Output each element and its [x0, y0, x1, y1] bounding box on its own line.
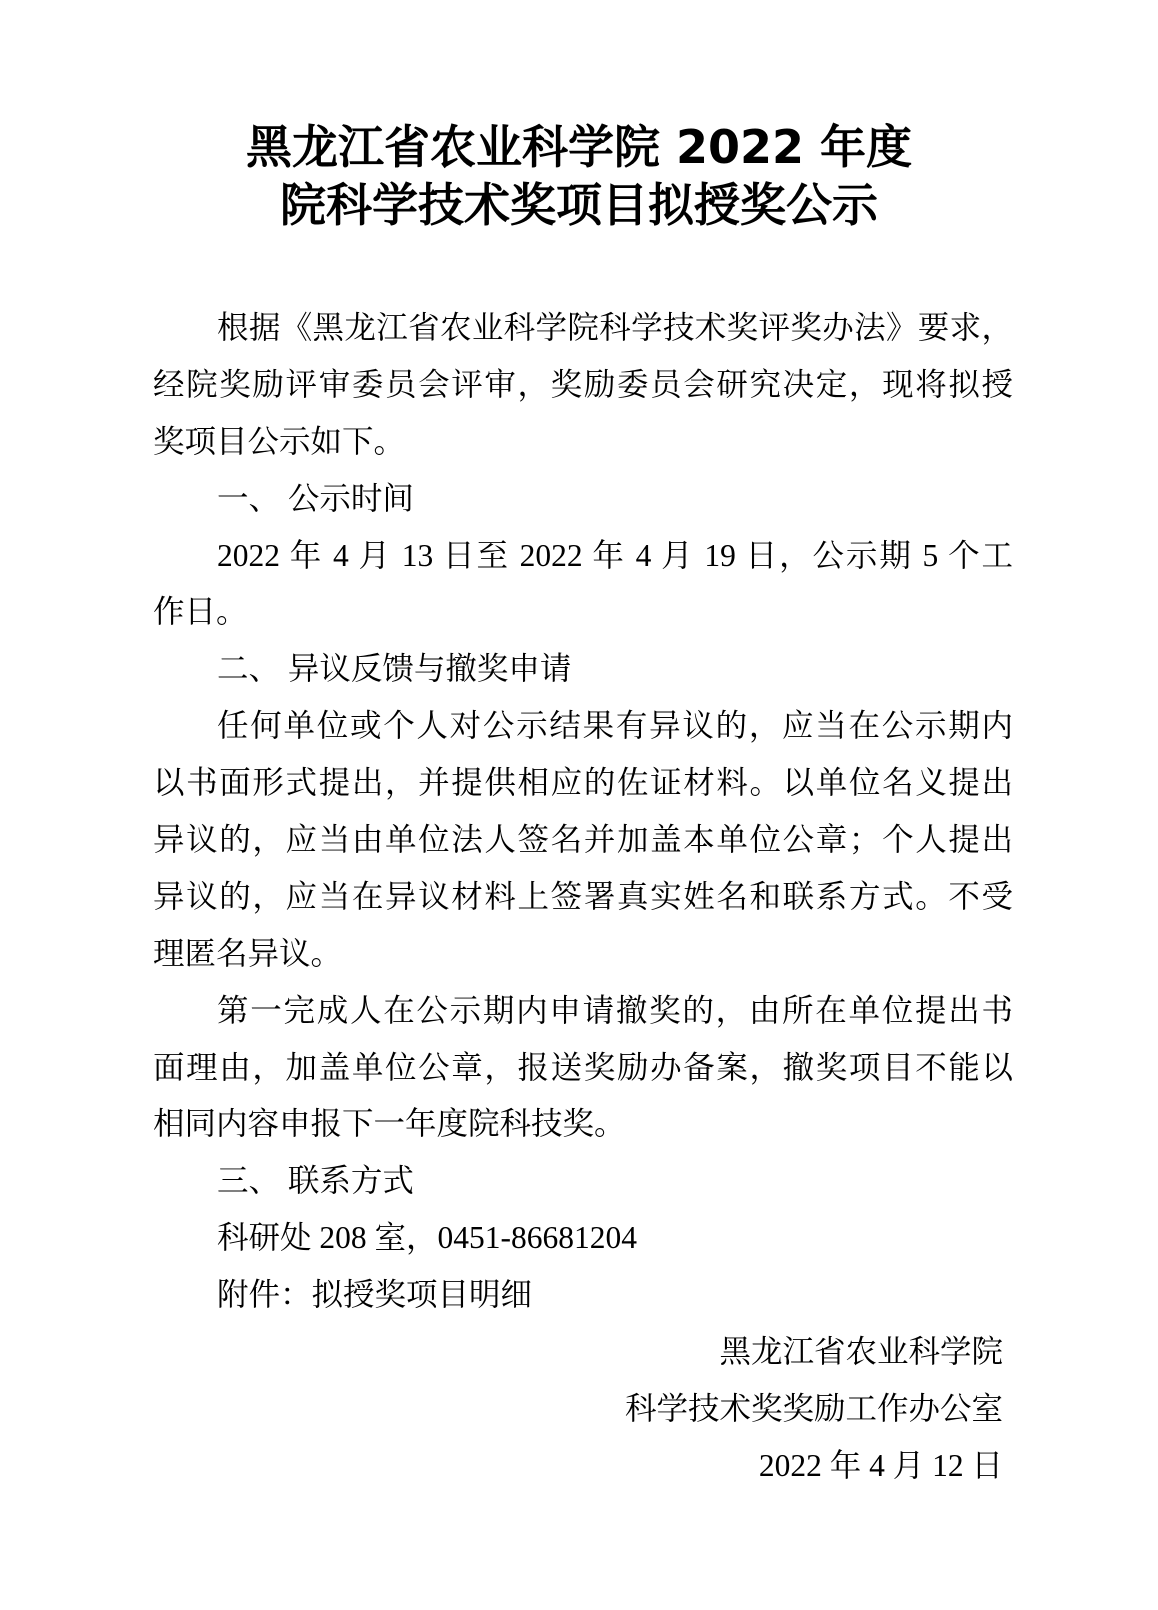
intro-line: 经院奖励评审委员会评审，奖励委员会研究决定，现将拟授 [153, 366, 1013, 402]
doc-body [0, 300, 1158, 1495]
section-2-para1-line: 以书面形式提出，并提供相应的佐证材料。以单位名义提出 [153, 765, 1013, 801]
section-2-para1-line: 异议的，应当在异议材料上签署真实姓名和联系方式。不受 [153, 878, 1013, 914]
doc-title-line-1: 黑龙江省农业科学院 2022 年度 [245, 120, 913, 174]
section-2-para1-line: 理匿名异议。 [153, 935, 343, 971]
doc-title [0, 0, 1158, 234]
signature-org-line-1: 黑龙江省农业科学院 [719, 1334, 1003, 1370]
doc-title-line-2: 院科学技术奖项目拟授奖公示 [280, 178, 878, 232]
section-1-line: 2022 年 4 月 13 日至 2022 年 4 月 19 日，公示期 5 个工 [217, 537, 1013, 573]
contact-line: 科研处 208 室，0451-86681204 [217, 1220, 637, 1256]
signature-org-line-2: 科学技术奖奖励工作办公室 [624, 1390, 1003, 1426]
section-3-heading: 三、 联系方式 [217, 1163, 414, 1199]
section-2-para2-line: 面理由，加盖单位公章，报送奖励办备案，撤奖项目不能以 [153, 1049, 1013, 1085]
intro-line: 奖项目公示如下。 [153, 423, 406, 459]
signature-date: 2022 年 4 月 12 日 [758, 1447, 1003, 1483]
section-2-para1-line: 任何单位或个人对公示结果有异议的，应当在公示期内 [217, 708, 1013, 744]
section-2-para2-line: 第一完成人在公示期内申请撤奖的，由所在单位提出书 [217, 992, 1013, 1028]
attachment-line: 附件：拟授奖项目明细 [217, 1277, 533, 1313]
section-2-para2-line: 相同内容申报下一年度院科技奖。 [153, 1106, 626, 1142]
section-1-line: 作日。 [153, 594, 248, 630]
intro-line: 根据《黑龙江省农业科学院科学技术奖评奖办法》要求， [217, 310, 1013, 345]
section-2-heading: 二、 异议反馈与撤奖申请 [217, 651, 572, 687]
section-2-para1-line: 异议的，应当由单位法人签名并加盖本单位公章；个人提出 [153, 822, 1013, 858]
section-1-heading: 一、 公示时间 [217, 480, 414, 516]
